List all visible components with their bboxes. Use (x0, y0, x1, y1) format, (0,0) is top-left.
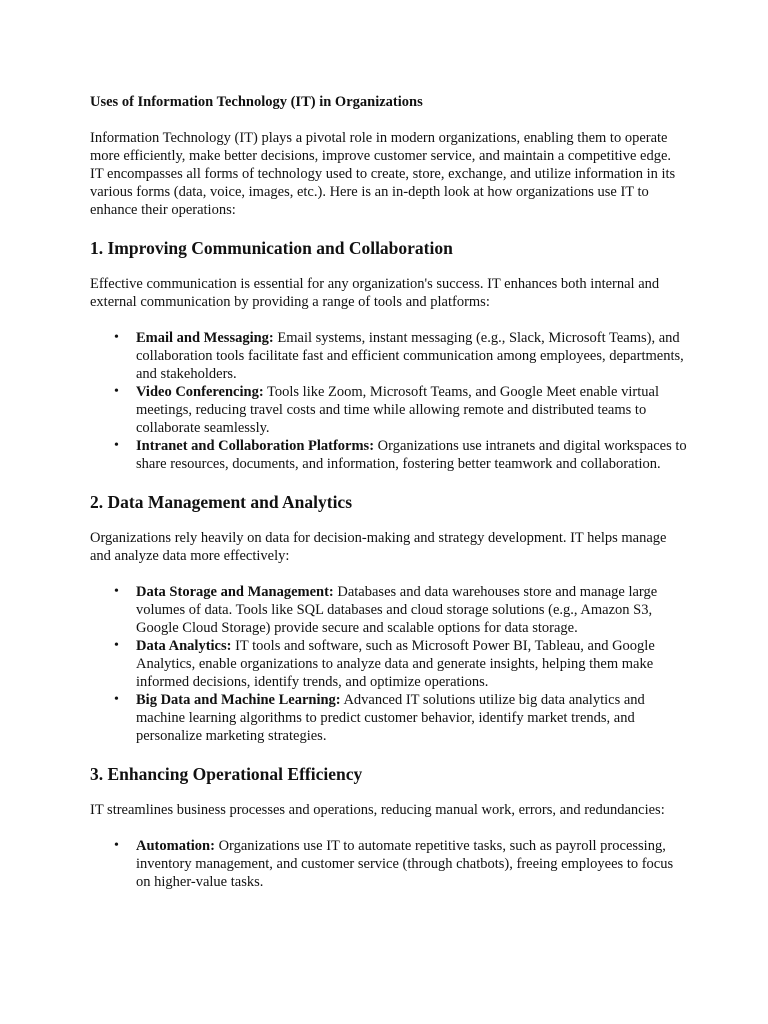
section-paragraph-operational-efficiency: IT streamlines business processes and operations, reducing manual work, errors, and redundancies: (90, 802, 665, 818)
section-heading-communication: 1. Improving Communication and Collaboration (90, 238, 453, 258)
item-term: Data Storage and Management: (136, 584, 334, 600)
item-term: Big Data and Machine Learning: (136, 692, 341, 708)
list-item (114, 583, 688, 637)
item-text: Organizations use IT to automate repetitive tasks, such as payroll processing, inventory management, and customer service (through chatbots), freeing employees to focus on higher-value tasks. (136, 838, 674, 890)
list-item (114, 637, 688, 691)
bullet-icon: • (114, 638, 119, 653)
bullet-icon: • (114, 384, 119, 399)
list-item (114, 437, 688, 473)
intro-paragraph: Information Technology (IT) plays a pivotal role in modern organizations, enabling them to operate more efficiently, make better decisions, improve customer service, and maintain a competitive edge. IT encompasses all forms of technology used to create, store, exchange, and utilize information in its various forms (data, voice, images, etc.). Here is an in-depth look at how organizations use IT to enhance their operations: (90, 130, 676, 218)
item-term: Data Analytics: (136, 638, 232, 654)
section-heading-data-management: 2. Data Management and Analytics (90, 492, 353, 512)
bullet-icon: • (114, 330, 119, 345)
item-term: Intranet and Collaboration Platforms: (136, 438, 375, 454)
item-term: Video Conferencing: (136, 384, 264, 400)
bullet-icon: • (114, 584, 119, 599)
bullet-list-communication (90, 329, 688, 473)
item-text: Tools like Zoom, Microsoft Teams, and Google Meet enable virtual meetings, reducing travel costs and time while allowing remote and distributed teams to collaborate seamlessly. (136, 384, 659, 436)
item-text: Email systems, instant messaging (e.g., Slack, Microsoft Teams), and collaboration tools facilitate fast and efficient communication among employees, departments, and stakeholders. (136, 330, 684, 382)
item-text: Databases and data warehouses store and manage large volumes of data. Tools like SQL databases and cloud storage solutions (e.g., Amazon S3, Google Cloud Storage) provide secure and scalable options for data storage. (136, 584, 658, 636)
list-item (114, 383, 688, 437)
list-item (114, 837, 688, 891)
bullet-icon: • (114, 438, 119, 453)
section-paragraph-data-management: Organizations rely heavily on data for decision-making and strategy development. IT helps manage and analyze data more effectively: (90, 530, 667, 564)
item-text: Organizations use intranets and digital workspaces to share resources, documents, and information, fostering better teamwork and collaboration. (136, 438, 687, 472)
bullet-list-data-management (90, 583, 688, 745)
item-term: Email and Messaging: (136, 330, 274, 346)
section-heading-operational-efficiency: 3. Enhancing Operational Efficiency (90, 764, 363, 784)
bullet-icon: • (114, 692, 119, 707)
item-text: Advanced IT solutions utilize big data analytics and machine learning algorithms to predict customer behavior, identify market trends, and personalize marketing strategies. (136, 692, 645, 744)
list-item (114, 329, 688, 383)
section-paragraph-communication: Effective communication is essential for any organization's success. IT enhances both internal and external communication by providing a range of tools and platforms: (90, 276, 660, 310)
bullet-icon: • (114, 838, 119, 853)
bullet-list-operational-efficiency (90, 837, 688, 891)
item-term: Automation: (136, 838, 215, 854)
list-item (114, 691, 688, 745)
item-text: IT tools and software, such as Microsoft Power BI, Tableau, and Google Analytics, enable organizations to analyze data and generate insights, helping them make informed decisions, identify trends, and optimize operations. (136, 638, 655, 690)
document-title: Uses of Information Technology (IT) in Organizations (90, 94, 423, 110)
